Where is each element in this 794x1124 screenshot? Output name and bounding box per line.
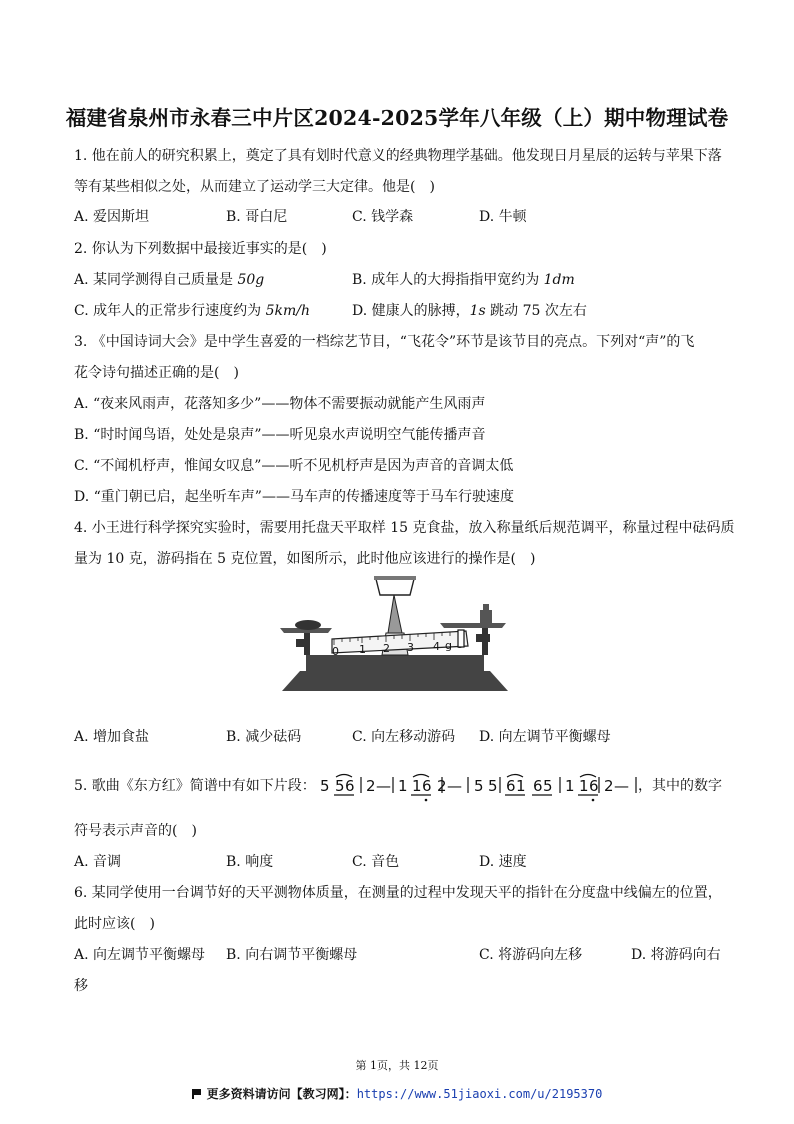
q5-option-d: D. 速度 (479, 854, 527, 870)
low-octave-dots (425, 799, 595, 802)
q6-stem-line2: 此时应该( ) (74, 916, 155, 932)
weight-block (480, 610, 492, 623)
q6-option-c: C. 将游码向左移 (479, 947, 583, 963)
dial-plate (376, 579, 414, 595)
scale-label-1: 1 (359, 643, 366, 656)
q2-option-b: B. 成年人的大拇指指甲宽约为 1dm (352, 272, 575, 288)
q6-option-b: B. 向右调节平衡螺母 (226, 947, 358, 963)
q4-option-b: B. 减少砝码 (226, 729, 302, 745)
q5-stem-suffix: ，其中的数字 (638, 778, 722, 794)
promo-banner (0, 1085, 794, 1102)
scale-label-g: g (445, 639, 452, 652)
q3-stem-line2: 花令诗句描述正确的是( ) (74, 365, 239, 381)
q2-stem: 2. 你认为下列数据中最接近事实的是( ) (74, 241, 327, 257)
note: 1 (398, 777, 408, 795)
q5-stem-prefix: 5. 歌曲《东方红》简谱中有如下片段： (74, 778, 316, 794)
scale-label-4: 4 (433, 640, 440, 653)
q5-option-c: C. 音色 (352, 854, 400, 870)
salt-pile (295, 620, 321, 630)
q6-stem-line1: 6. 某同学使用一台调节好的天平测物体质量，在测量的过程中发现天平的指针在分度盘中线偏左的位置， (74, 885, 722, 901)
q6-option-a: A. 向左调节平衡螺母 (74, 947, 206, 963)
right-balance-nut (476, 634, 490, 642)
left-balance-nut (296, 639, 310, 647)
q4-stem-line1: 4. 小王进行科学探究实验时，需要用托盘天平取样 15 克食盐，放入称量纸后规范调平，称量过程中砝码质 (74, 520, 735, 536)
q5-option-b: B. 响度 (226, 854, 274, 870)
note: — (447, 777, 462, 795)
note: 5 (474, 777, 484, 795)
page-footer: 第 1页，共 12页 (355, 1059, 439, 1072)
balance-scale-figure (270, 573, 520, 695)
q1-stem-line1: 1. 他在前人的研究积累上，奠定了具有划时代意义的经典物理学基础。他发现日月星辰的运转与苹果下落 (74, 148, 722, 164)
promo-link[interactable]: https://www.51jiaoxi.com/u/2195370 (356, 1087, 603, 1101)
q4-stem-line2: 量为 10 克，游码指在 5 克位置，如图所示，此时他应该进行的操作是( ) (74, 551, 536, 567)
q2-option-d: D. 健康人的脉搏，1s 跳动 75 次左右 (352, 303, 587, 319)
note: — (376, 777, 391, 795)
note: 1 (412, 777, 422, 795)
q4-option-a: A. 增加食盐 (74, 729, 150, 745)
q6-option-d-wrap: 移 (74, 978, 88, 994)
dial-top (374, 576, 416, 580)
q5-stem-line2: 符号表示声音的( ) (74, 823, 197, 839)
note: 1 (516, 777, 526, 795)
weight-knob (483, 604, 489, 610)
q3-option-a: A. “夜来风雨声，花落知多少”——物体不需要振动就能产生风雨声 (74, 396, 486, 412)
q6-option-d: D. 将游码向右 (631, 947, 721, 963)
note: 2 (366, 777, 376, 795)
q5-option-a: A. 音调 (74, 854, 122, 870)
scale-label-0: 0 (332, 645, 339, 658)
note: 6 (422, 777, 432, 795)
q3-option-c: C. “不闻机杼声，惟闻女叹息”——听不见机杼声是因为声音的音调太低 (74, 458, 514, 474)
scale-label-3: 3 (407, 641, 414, 654)
note: 5 (335, 777, 345, 795)
pointer (388, 595, 402, 633)
balance-base (282, 671, 508, 691)
q2-option-a: A. 某同学测得自己质量是 50g (74, 272, 265, 288)
rider (458, 630, 464, 647)
scale-label-2: 2 (383, 642, 390, 655)
note: — (614, 777, 629, 795)
note: 5 (543, 777, 553, 795)
note: 1 (579, 777, 589, 795)
note: 1 (565, 777, 575, 795)
note: 6 (589, 777, 599, 795)
note: 6 (345, 777, 355, 795)
q2-option-c: C. 成年人的正常步行速度约为 5km/h (74, 303, 310, 319)
q3-stem-line1: 3. 《中国诗词大会》是中学生喜爱的一档综艺节目，“飞花令”环节是该节目的亮点。下列对“声”的飞 (74, 334, 695, 350)
note: 6 (506, 777, 516, 795)
q3-option-d: D. “重门朝已启，起坐听车声”——马车声的传播速度等于马车行驶速度 (74, 489, 514, 505)
note: 5 (488, 777, 498, 795)
note: 6 (533, 777, 543, 795)
note: 5 (320, 777, 330, 795)
q4-option-d: D. 向左调节平衡螺母 (479, 729, 611, 745)
q3-option-b: B. “时时闻鸟语，处处是泉声”——听见泉水声说明空气能传播声音 (74, 427, 486, 443)
note: 2 (437, 777, 447, 795)
right-pan (440, 623, 506, 628)
q1-option-b: B. 哥白尼 (226, 209, 288, 225)
q4-option-c: C. 向左移动游码 (352, 729, 456, 745)
q1-option-c: C. 钱学森 (352, 209, 414, 225)
flag-icon (192, 1089, 203, 1099)
promo-text: 更多资料请访问【教习网】： (206, 1087, 357, 1101)
q1-stem-line2: 等有某些相似之处，从而建立了运动学三大定律。他是( ) (74, 179, 435, 195)
q1-option-a: A. 爱因斯坦 (74, 209, 150, 225)
exam-title: 福建省泉州市永春三中片区2024-2025学年八年级（上）期中物理试卷 (65, 106, 729, 130)
note: 2 (604, 777, 614, 795)
q1-option-d: D. 牛顿 (479, 209, 527, 225)
